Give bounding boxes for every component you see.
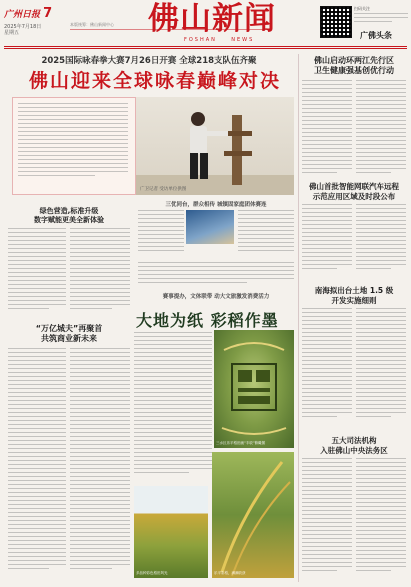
qr-code-icon — [320, 6, 352, 38]
story-headline-green-upgrade: 绿色营造,标准升级 数字赋能更美全新体验 — [34, 207, 104, 224]
story-headline-health: 佛山启动环两江先行区 卫生健康强基创优行动 — [314, 56, 394, 75]
story-headline-judicial: 五大司法机构 入驻佛山中央法务区 — [320, 436, 388, 455]
story-body-right-a1 — [302, 80, 352, 180]
story-body-left-d — [70, 348, 130, 578]
story-body-left-b — [70, 228, 130, 318]
lead-kicker: 2025国际咏春拳大赛7月26日开赛 全球218支队伍齐聚 — [41, 56, 257, 66]
story-headline-middle-a: 三优同台，群众相传 城镇固家庭团体赛连 — [165, 202, 267, 208]
masthead-info: 本版统筹：佛山新闻中心 — [70, 22, 270, 30]
issue-date: 2025年7月18日 星期五 — [4, 24, 42, 36]
feature-headline: 大地为纸 彩稻作墨 — [136, 311, 279, 330]
story-body-left-c — [8, 348, 66, 578]
lead-headline: 佛山迎来全球咏春巅峰对决 — [28, 70, 281, 92]
lead-intro-box — [12, 97, 136, 195]
rice-field-photo: 多品种彩色稻田风光 — [134, 486, 208, 578]
story-body-right-c1 — [302, 308, 352, 426]
brand-label: 广佛头条 — [360, 31, 392, 40]
story-body-mid-a2 — [238, 210, 294, 258]
rice-harvest-photo: 乐平彩稻，满满收获 — [212, 452, 294, 578]
page-title: 佛山新闻 — [148, 1, 276, 37]
qr-caption: 扫码关注 — [354, 6, 408, 25]
story-body-right-d2 — [356, 458, 406, 578]
story-headline-middle-b: 赛事提办，文体联带 动大文旅激发消费活力 — [162, 294, 270, 300]
story-body-right-c2 — [356, 308, 406, 426]
story-body-right-b1 — [302, 204, 352, 276]
lead-photo: 广卫记者 受访单位供图 — [136, 97, 294, 195]
feature-body — [134, 332, 212, 482]
story-body-mid-a3 — [138, 262, 294, 288]
story-body-right-a2 — [356, 80, 406, 180]
story-body-mid-a1 — [138, 210, 184, 258]
story-headline-land: 南海拟出台土地 1.5 级 开发实施细则 — [314, 286, 394, 305]
story-body-right-d1 — [302, 458, 352, 578]
newspaper-logo: 广州日报 7 — [4, 6, 53, 21]
story-headline-trillion-city: “万亿城夫”再聚首 共筑商业新未来 — [35, 324, 103, 343]
story-headline-smart-car: 佛山首批智能网联汽车远程 示范应用区域及时段公布 — [309, 182, 399, 201]
story-photo-middle — [186, 210, 234, 244]
story-body-right-b2 — [356, 204, 406, 276]
page-title-en: FOSHAN NEWS — [184, 37, 255, 43]
rice-paddy-art-photo: 三水区乐平稻田画“丰收”俯瞰图 — [214, 330, 294, 448]
story-body-left-a — [8, 228, 66, 318]
